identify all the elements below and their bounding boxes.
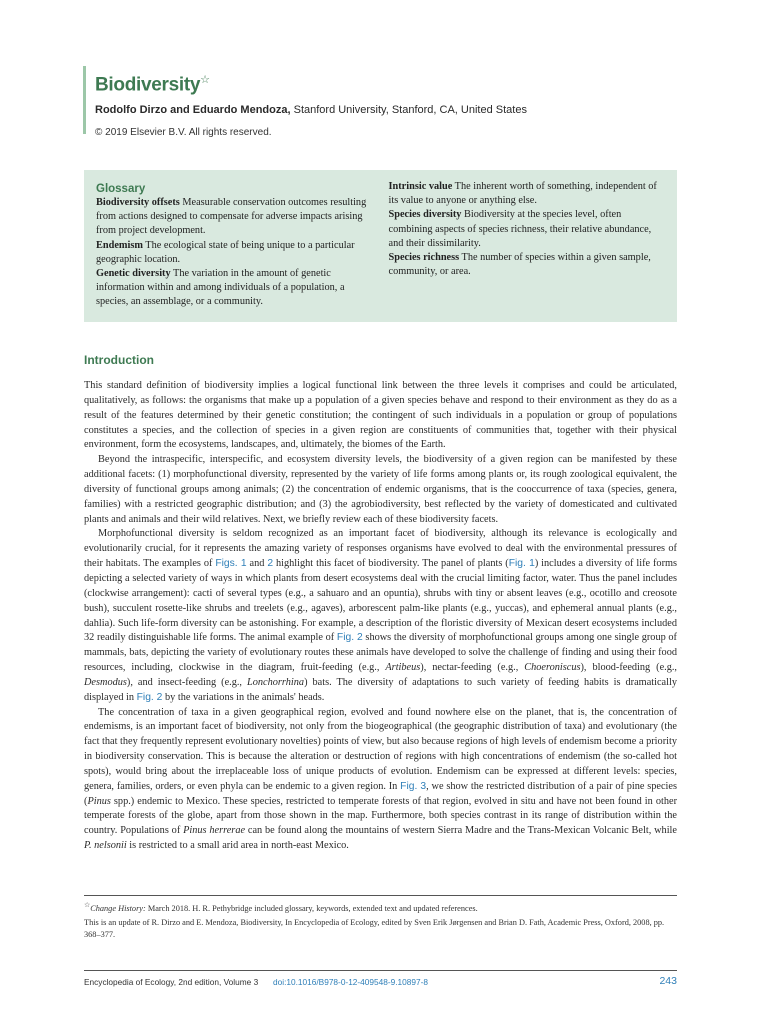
change-history-note [84, 900, 677, 915]
figure-link[interactable]: Fig. 2 [136, 691, 163, 703]
article-body [84, 379, 677, 854]
title-text: Biodiversity [95, 74, 201, 96]
glossary-entry [96, 239, 371, 267]
glossary-box [84, 170, 677, 322]
update-note: This is an update of R. Dirzo and E. Mendoza, Biodiversity, In Encyclopedia of Ecology, edited by Sven Erik Jørgensen and Brian D. Fath, Academic Press, Oxford, 2008, pp. 368–377. [84, 917, 665, 939]
italic-taxon: Artibeus [385, 662, 421, 674]
glossary-heading: Glossary [96, 183, 146, 195]
text-run: spp.) endemic to Mexico. These species, restricted to temperate forests of that region, evolved in situ and have not been found in other temperate forests of the globe, apart from those shown in the map. Furthermore, both species contrast in its range of distribution within the country. Populations of [84, 795, 677, 837]
footnote-mark: ☆ [84, 902, 91, 909]
text-run: ) includes a diversity of life forms depicting a selected variety of ways in which plants from desert ecosystems deal with the crucial limiting factor, water. Thus the panel includes (clockwise arrangement): cacti of several types (e.g., a sahuaro and an opuntia), shrubs with tiny or absent leaves (e.g., ocotillo and creosote bush), succulent rosette-like shrubs and treelets (e.g., agaves), arborescent palm-like plants (e.g., yuccas), and ephemeral annual plants (e.g., dahlia). Such life-form diversity can be astonishing. For example, a description of the floristic diversity of Mexican desert ecosystems included 32 readily distinguishable life forms. The animal example of [84, 558, 678, 644]
text-run: by the variations in the animals' heads. [162, 691, 325, 703]
paragraph: This standard definition of biodiversity implies a logical functional link between the three levels it comprises and could be articulated, qualitatively, as follows: the organisms that make up a population of a given species behave and respond to their environment as they do as a result of the features determined by their genetic constitution; the contingent of such individuals in a population or group of populations constitutes a species, and the collection of species in a given region are constituents of communities that, together with their physical environment, form the ecosystems, landscapes, and, ultimately, the biomes of the Earth. [84, 380, 677, 451]
footnote-text: March 2018. H. R. Pethybridge included glossary, keywords, extended text and updated references. [145, 903, 478, 913]
glossary-term: Species diversity [388, 209, 462, 221]
copyright-icon: © [95, 127, 103, 139]
glossary-entry [389, 208, 666, 251]
authors: Rodolfo Dirzo and Eduardo Mendoza, [95, 104, 291, 117]
affiliation: Stanford University, Stanford, CA, United States [290, 104, 527, 117]
italic-taxon: Lonchorrhina [247, 676, 305, 688]
glossary-definition: The ecological state of being unique to a particular geographic location. [96, 239, 355, 265]
page-number: 243 [659, 975, 677, 987]
section-heading-introduction: Introduction [84, 353, 154, 367]
italic-taxon: Pinus [87, 795, 111, 807]
glossary-definition: The number of species within a given sample, community, or area. [388, 252, 651, 278]
figure-link[interactable]: 2 [267, 558, 274, 570]
italic-taxon: Desmodus [84, 676, 127, 688]
italic-taxon: Choeroniscus [524, 662, 581, 674]
glossary-entry [96, 196, 371, 239]
text-run: ) bats. The diversity of adaptations to such variety of feeding habits is dramatically displayed in [84, 676, 677, 703]
doi-link[interactable]: doi:10.1016/B978-0-12-409548-9.10897-8 [273, 977, 428, 987]
text-run: and [246, 558, 268, 570]
footnote-label: Change History: [90, 903, 146, 913]
glossary-definition: The inherent worth of something, independent of its value to anyone or anything else. [388, 181, 657, 207]
text-run: ), blood-feeding (e.g., [580, 662, 678, 674]
article-header [83, 66, 683, 139]
glossary-term: Biodiversity offsets [96, 197, 180, 208]
footnotes [84, 900, 677, 943]
glossary-column-left [96, 180, 381, 314]
text-run: can be found along the mountains of western Sierra Madre and the Trans-Mexican Volcanic Belt, while [245, 825, 677, 837]
text-run: shows the diversity of morphofunctional groups among one single group of mammals, bats, depicting the variety of evolutionary routes these animals have developed to solve the challenge of finding and using their food resources, including, clockwise in the diagram, fruit-feeding (e.g., [84, 632, 677, 674]
footer-divider [84, 970, 677, 971]
glossary-entry [389, 180, 666, 208]
glossary-column-right [381, 180, 666, 314]
glossary-definition: Biodiversity at the species level, often combining aspects of species richness, their relative abundance, and their dissimilarity. [388, 209, 652, 249]
glossary-term: Endemism [96, 239, 143, 251]
footnote-divider [84, 895, 677, 896]
glossary-term: Intrinsic value [388, 181, 453, 192]
journal-citation: Encyclopedia of Ecology, 2nd edition, Volume 3 [84, 977, 259, 987]
glossary-term: Genetic diversity [96, 268, 171, 280]
author-line [95, 103, 683, 117]
glossary-entry [389, 251, 666, 279]
text-run: is restricted to a small arid area in north-east Mexico. [126, 840, 349, 852]
figure-link[interactable]: Fig. 3 [400, 780, 427, 792]
text-run: highlight this facet of biodiversity. The panel of plants ( [273, 558, 509, 570]
paragraph [84, 706, 677, 854]
paragraph: Beyond the intraspecific, interspecific, and ecosystem diversity levels, the biodiversity of a given region can be manifested by these additional facets: (1) morphofunctional diversity, represented by the variety of life forms among plants or, its rough zoological equivalent, the diversity of functional groups among animals; (2) the concentration of endemic organisms, that is the cooccurrence of taxa (species, genera, families) with a restricted geographic distribution; and (3) the agrobiodiversity, best reflected by the variety of domesticated and cultivated plants and animals and their wild relatives. Next, we briefly review each of these biodiversity facets. [84, 454, 677, 525]
figure-link[interactable]: Figs. 1 [215, 558, 247, 570]
paragraph [84, 527, 677, 705]
figure-link[interactable]: Fig. 2 [336, 632, 363, 644]
title-footnote-mark[interactable]: ☆ [200, 74, 210, 86]
text-run: ), and insect-feeding (e.g., [126, 676, 248, 688]
copyright-line [95, 126, 683, 139]
text-run: The concentration of taxa in a given geographical region, evolved and found nowhere else on the planet, that is, the concentration of endemisms, is an important facet of biodiversity, not only from the biogeographical (the geographic distribution of taxa) and evolutionary (the fact that they frequently represent evolutionary novelties) points of view, but also because regions of high levels of endemism become a priority in biodiversity conservation. This is because the alteration or destruction of regions with high concentrations of endemism (the so-called hot spots), would bring about the irreplaceable loss of unique products of evolution. Endemism can be expressed at different levels: species, genera, families, orders, or even phyla can be endemic to a given region. In [84, 706, 677, 792]
text-run: Morphofunctional diversity is seldom recognized as an important facet of biodiversity, although its relevance is ecologically and evolutionarily crucial, for it represents the amazing variety of responses organisms have evolved to deal with the environmental pressures of their habitats. The examples of [84, 528, 677, 570]
text-run: , we show the restricted distribution of a pair of pine species ( [84, 780, 677, 807]
glossary-entry [96, 267, 371, 310]
glossary-term: Species richness [388, 252, 460, 264]
copyright-text: 2019 Elsevier B.V. All rights reserved. [102, 127, 272, 139]
glossary-definition: The variation in the amount of genetic information within and among individuals of a population, a species, an assemblage, or a community. [96, 268, 345, 308]
figure-link[interactable]: Fig. 1 [508, 558, 535, 570]
text-run: ), nectar-feeding (e.g., [420, 662, 525, 674]
article-title [95, 68, 683, 97]
italic-taxon: Pinus herrerae [183, 825, 246, 837]
italic-taxon: P. nelsonii [84, 840, 127, 852]
glossary-definition: Measurable conservation outcomes resulting from actions designed to compensate for adverse impacts arising from project development. [96, 197, 367, 237]
